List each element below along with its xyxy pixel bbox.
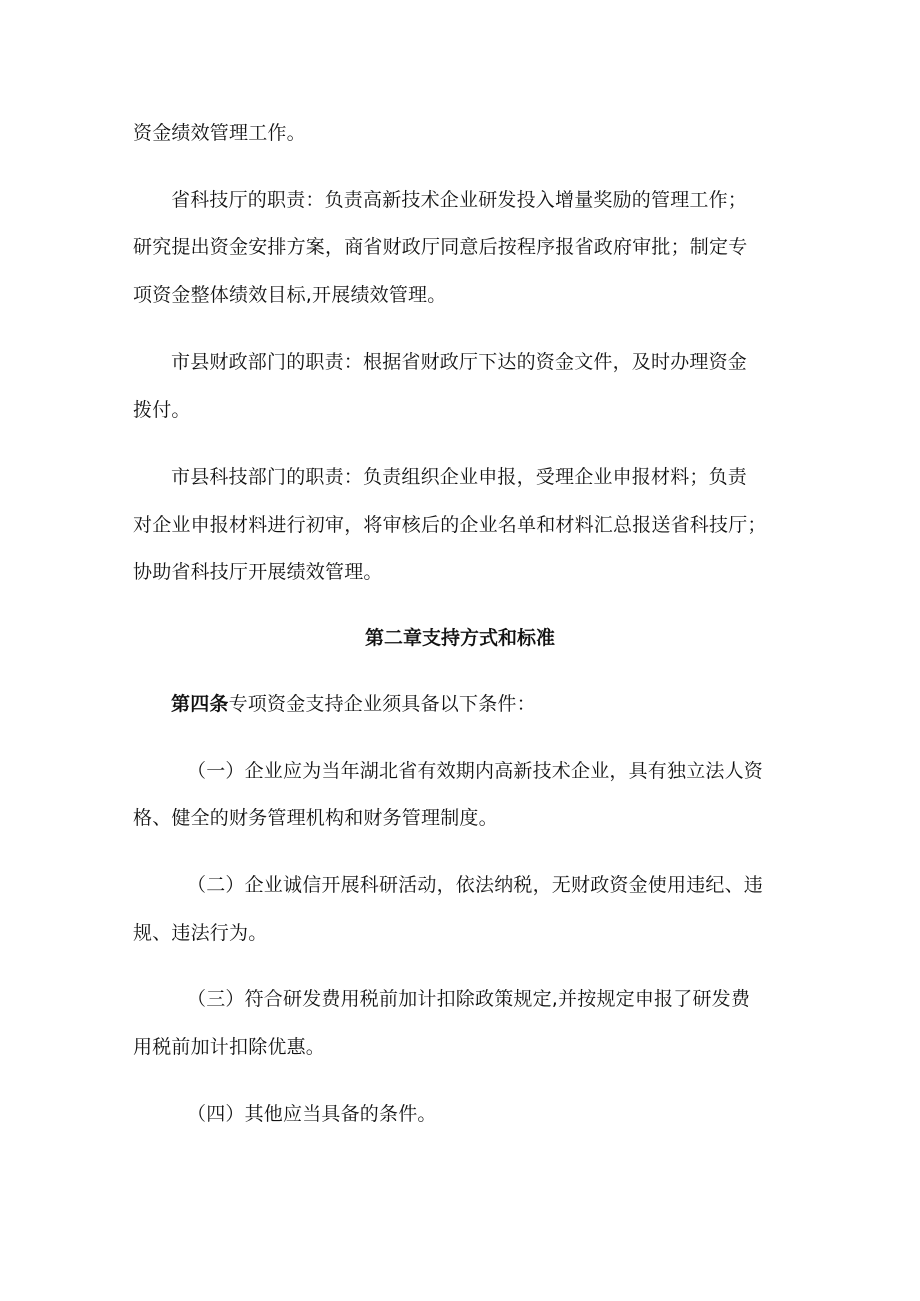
paragraph-line: 省科技厅的职责：负责高新技术企业研发投入增量奖励的管理工作； xyxy=(171,189,748,211)
paragraph-line: 对企业申报材料进行初审，将审核后的企业名单和材料汇总报送省科技厅； xyxy=(133,514,767,536)
paragraph-line: 市县财政部门的职责：根据省财政厅下达的资金文件，及时办理资金 xyxy=(171,351,748,373)
paragraph-line: 项资金整体绩效目标,开展绩效管理。 xyxy=(133,284,447,306)
list-item-line: （一）企业应为当年湖北省有效期内高新技术企业，具有独立法人资 xyxy=(187,760,764,782)
paragraph-line: 资金绩效管理工作。 xyxy=(133,122,306,144)
paragraph-line: 拨付。 xyxy=(133,399,191,421)
paragraph-line: 市县科技部门的职责：负责组织企业申报，受理企业申报材料；负责 xyxy=(171,466,748,488)
paragraph-line: 协助省科技厅开展绩效管理。 xyxy=(133,561,383,583)
list-item-line: 规、违法行为。 xyxy=(133,922,268,944)
list-item-line: （四）其他应当具备的条件。 xyxy=(187,1103,437,1125)
list-item-line: （三）符合研发费用税前加计扣除政策规定,并按规定申报了研发费 xyxy=(187,988,751,1010)
list-item-line: 用税前加计扣除优惠。 xyxy=(133,1036,326,1058)
list-item-line: （二）企业诚信开展科研活动，依法纳税，无财政资金使用违纪、违 xyxy=(187,874,764,896)
article-line xyxy=(171,692,831,716)
article-text: 专项资金支持企业须具备以下条件： xyxy=(228,693,536,715)
chapter-heading: 第二章支持方式和标准 xyxy=(364,627,555,649)
paragraph-line: 研究提出资金安排方案，商省财政厅同意后按程序报省政府审批；制定专 xyxy=(133,236,748,258)
article-label: 第四条 xyxy=(171,693,229,715)
list-item-line: 格、健全的财务管理机构和财务管理制度。 xyxy=(133,807,498,829)
